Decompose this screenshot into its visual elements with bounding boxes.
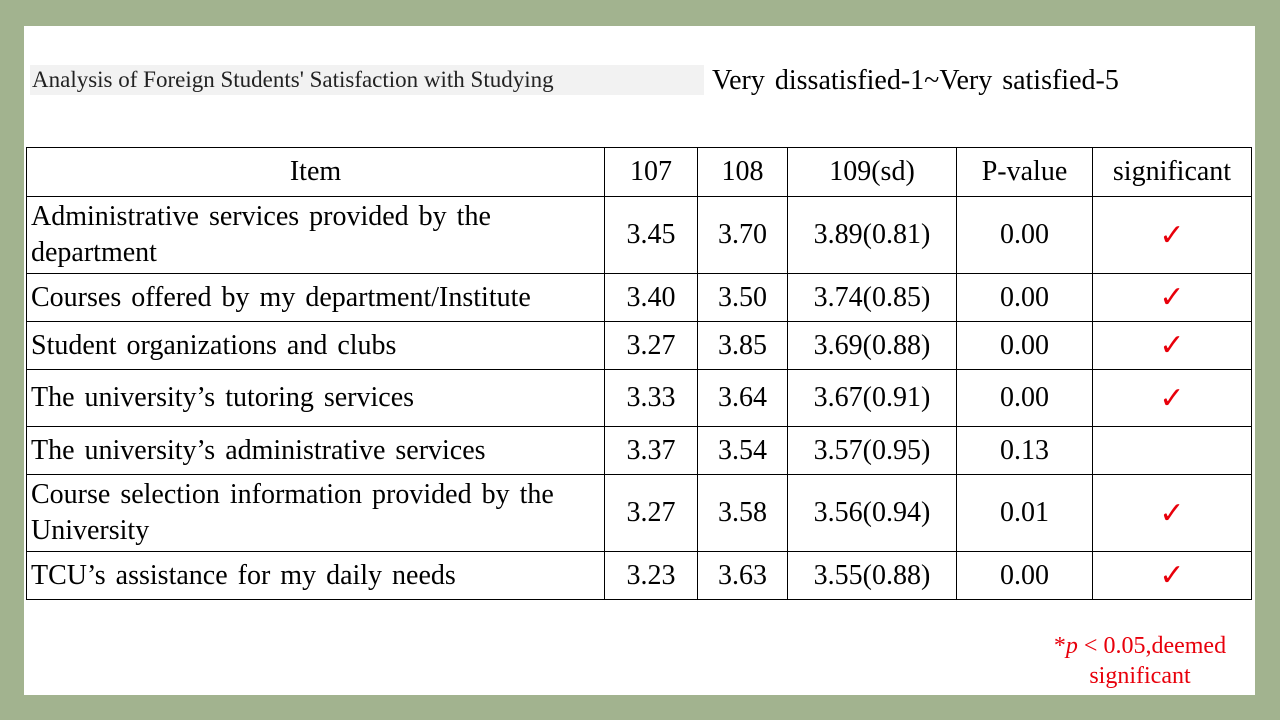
row-item: Courses offered by my department/Institute [27, 274, 605, 322]
row-108: 3.63 [698, 552, 788, 600]
row-107: 3.37 [605, 427, 698, 475]
row-p-value: 0.01 [957, 475, 1093, 552]
row-p-value: 0.13 [957, 427, 1093, 475]
row-item: The university’s tutoring services [27, 370, 605, 427]
row-108: 3.64 [698, 370, 788, 427]
row-item: Course selection information provided by the University [27, 475, 605, 552]
check-icon [1093, 427, 1252, 475]
table-row [27, 197, 1252, 274]
row-108: 3.50 [698, 274, 788, 322]
header-significant: significant [1093, 148, 1252, 197]
row-p-value: 0.00 [957, 370, 1093, 427]
row-108: 3.70 [698, 197, 788, 274]
slide-title: Analysis of Foreign Students' Satisfaction with Studying [30, 65, 704, 95]
satisfaction-table [26, 147, 1252, 600]
check-icon: ✓ [1093, 475, 1252, 552]
table-row [27, 274, 1252, 322]
row-107: 3.40 [605, 274, 698, 322]
check-icon: ✓ [1093, 197, 1252, 274]
row-107: 3.27 [605, 475, 698, 552]
row-107: 3.23 [605, 552, 698, 600]
header-item: Item [27, 148, 605, 197]
row-108: 3.54 [698, 427, 788, 475]
row-107: 3.27 [605, 322, 698, 370]
row-109-sd: 3.69(0.88) [788, 322, 957, 370]
row-109-sd: 3.55(0.88) [788, 552, 957, 600]
table-row [27, 370, 1252, 427]
row-p-value: 0.00 [957, 322, 1093, 370]
row-p-value: 0.00 [957, 197, 1093, 274]
footnote-star: * [1053, 633, 1066, 659]
row-item: TCU’s assistance for my daily needs [27, 552, 605, 600]
header-107: 107 [605, 148, 698, 197]
header-p-value: P-value [957, 148, 1093, 197]
row-109-sd: 3.89(0.81) [788, 197, 957, 274]
header-109-sd: 109(sd) [788, 148, 957, 197]
row-109-sd: 3.56(0.94) [788, 475, 957, 552]
row-109-sd: 3.74(0.85) [788, 274, 957, 322]
table-header-row [27, 148, 1252, 197]
row-108: 3.85 [698, 322, 788, 370]
footnote-text: < 0.05,deemed significant [1077, 633, 1227, 689]
row-item: The university’s administrative services [27, 427, 605, 475]
row-107: 3.45 [605, 197, 698, 274]
row-item: Student organizations and clubs [27, 322, 605, 370]
significance-footnote [1035, 631, 1245, 691]
row-item: Administrative services provided by the department [27, 197, 605, 274]
check-icon: ✓ [1093, 370, 1252, 427]
table-row [27, 475, 1252, 552]
table-row [27, 322, 1252, 370]
table-row [27, 427, 1252, 475]
row-p-value: 0.00 [957, 552, 1093, 600]
rating-scale-note: Very dissatisfied-1~Very satisfied-5 [712, 65, 1119, 96]
header-108: 108 [698, 148, 788, 197]
footnote-p-symbol: p [1065, 633, 1078, 659]
check-icon: ✓ [1093, 552, 1252, 600]
row-p-value: 0.00 [957, 274, 1093, 322]
row-108: 3.58 [698, 475, 788, 552]
row-109-sd: 3.67(0.91) [788, 370, 957, 427]
row-109-sd: 3.57(0.95) [788, 427, 957, 475]
slide [24, 26, 1255, 695]
check-icon: ✓ [1093, 274, 1252, 322]
row-107: 3.33 [605, 370, 698, 427]
check-icon: ✓ [1093, 322, 1252, 370]
table-row [27, 552, 1252, 600]
